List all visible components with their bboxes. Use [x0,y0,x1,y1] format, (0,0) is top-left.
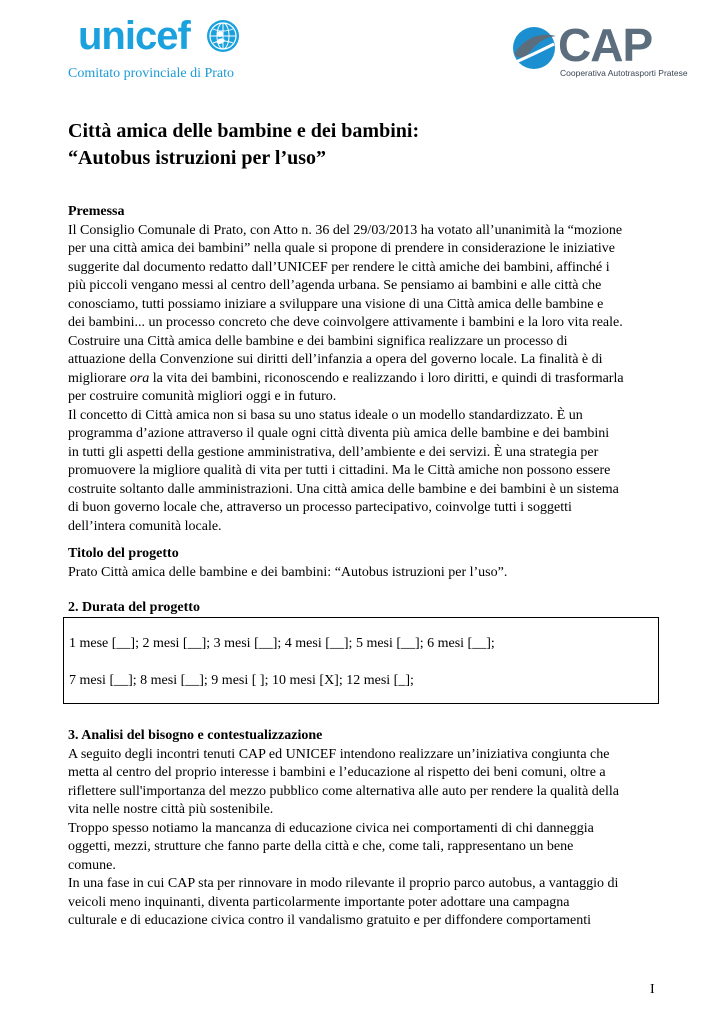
titolo-text: Prato Città amica delle bambine e dei bambini: “Autobus istruzioni per l’uso”. [68,564,508,580]
premessa-heading: Premessa [68,204,125,219]
paragraph-line: dell’intera comunità locale. [68,518,222,534]
comitato-label: Comitato provinciale di Prato [68,66,235,81]
paragraph-line: in tutti gli aspetti della gestione amministrativa, dell’ambiente e dei servizi. È una strategia per [68,444,599,460]
paragraph-line: costruite soltanto dalle amministrazioni. Una città amica delle bambine e dei bambini è un sistema [68,481,619,497]
premessa-section [68,203,658,536]
paragraph-line: In una fase in cui CAP sta per rinnovare in modo rilevante il proprio parco autobus, a vantaggio di [68,876,619,891]
paragraph-line: oggetti, mezzi, strutture che fanno parte della città e che, come tali, rappresentano un bene [68,839,574,854]
durata-row-1: 1 mese [__]; 2 mesi [__]; 3 mesi [__]; 4 mesi [__]; 5 mesi [__]; 6 mesi [__]; [69,636,495,651]
paragraph-line: più piccoli vengano messi al centro dell’agenda urbana. Se pensiamo ai bambini e alle città che [68,278,602,293]
title-line-2: “Autobus istruzioni per l’uso” [68,147,327,169]
paragraph-line: promuovere la migliore qualità di vita per tutti i cittadini. Ma le Città amiche non possono essere [68,463,611,478]
titolo-heading: Titolo del progetto [68,546,179,561]
analisi-section [68,727,658,931]
cap-logo-text: CAP [558,19,653,71]
paragraph-line: Il Consiglio Comunale di Prato, con Atto n. 36 del 29/03/2013 ha votato all’unanimità la “mozione [68,222,623,238]
analisi-heading: 3. Analisi del bisogno e contestualizzazione [68,728,323,743]
paragraph-line: A seguito degli incontri tenuti CAP ed UNICEF intendono realizzare un’iniziativa congiunta che [68,746,610,762]
paragraph-line: metta al centro del proprio interesse i bambini e l’educazione al rispetto dei beni comuni, oltre a [68,765,606,780]
titolo-section [68,545,658,582]
unicef-logo-text: unicef [78,14,190,58]
paragraph-line: attuazione della Convenzione sui diritti dell’infanzia a opera del governo locale. La finalità è di [68,352,603,367]
italic-text: ora [129,370,150,386]
paragraph-line: Costruire una Città amica delle bambine e dei bambini significa realizzare un processo di [68,333,568,349]
unicef-logo [78,14,253,64]
paragraph-line: di buon governo locale che, attraverso un processo partecipativo, coinvolge tutti i soggetti [68,500,572,515]
paragraph-line: comune. [68,857,116,873]
paragraph-line: riflettere sull'importanza del mezzo pubblico come alternativa alle auto per rendere la qualità della [68,783,619,799]
cap-subtitle: Cooperativa Autotrasporti Pratese [560,68,688,78]
paragraph-line [68,370,658,389]
page-number: I [650,982,655,997]
paragraph-line: Il concetto di Città amica non si basa su uno status ideale o un modello standardizzato. È un [68,407,583,423]
paragraph-line: dei bambini... un processo concreto che deve coinvolgere attivamente i bambini e la loro vita reale. [68,315,623,330]
paragraph-line: per una città amica dei bambini” nella quale si propone di prendere in considerazione le iniziative [68,241,615,256]
paragraph-line: per costruire comunità migliori oggi e in futuro. [68,389,337,404]
paragraph-line: vita nelle nostre città più sostenibile. [68,802,274,817]
paragraph-line: culturale e di educazione civica contro il vandalismo gratuito e per diffondere comportamenti [68,913,591,928]
paragraph-line: conosciamo, tutti possiamo iniziare a sviluppare una visione di una Città amica delle bambine e [68,296,604,312]
durata-row-2: 7 mesi [__]; 8 mesi [__]; 9 mesi [ ]; 10 mesi [X]; 12 mesi [_]; [69,673,414,688]
paragraph-line: suggerite dal documento redatto dall’UNICEF per rendere le città amiche dei bambini, affinché i [68,259,610,275]
cap-swoosh-icon [510,24,558,74]
title-line-1: Città amica delle bambine e dei bambini: [68,120,420,142]
unicef-globe-icon [205,18,241,54]
text-span: migliorare [68,370,130,386]
paragraph-line: Troppo spesso notiamo la mancanza di educazione civica nei comportamenti di chi danneggia [68,820,594,836]
paragraph-line: veicoli meno inquinanti, diventa particolarmente importante poter adottare una campagna [68,894,570,910]
durata-box [63,617,659,704]
paragraph-line: programma d’azione attraverso il quale ogni città diventa più amica delle bambine e dei bambini [68,426,610,441]
text-span: la vita dei bambini, riconoscendo e realizzando i loro diritti, e quindi di trasformarla [149,370,624,386]
cap-logo [510,19,688,84]
document-title [68,118,419,172]
durata-heading: 2. Durata del progetto [68,600,200,615]
